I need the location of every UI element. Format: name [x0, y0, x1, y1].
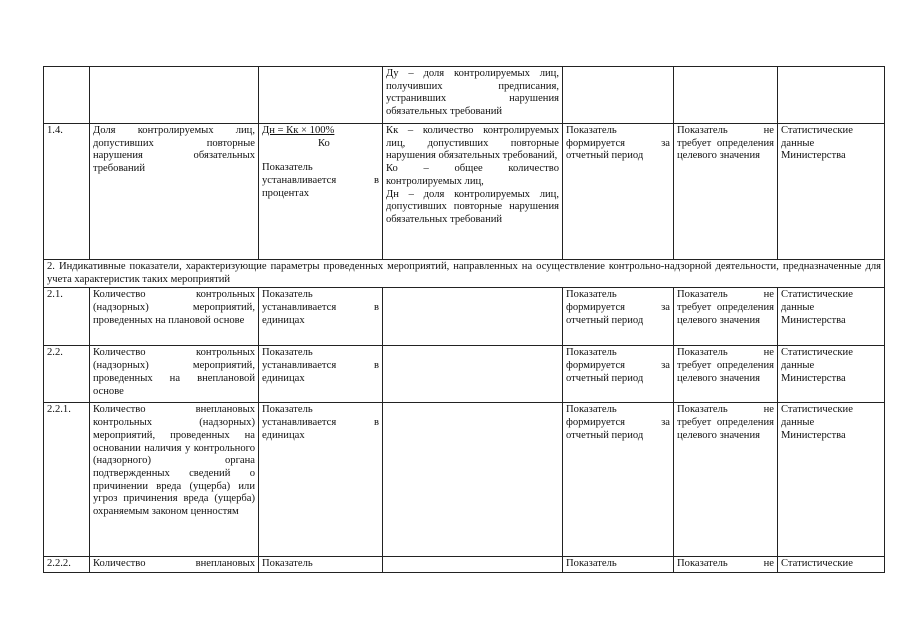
- cell-target: [674, 67, 778, 124]
- cell-num: 2.1.: [44, 288, 90, 346]
- table-row: [44, 403, 885, 557]
- cell-num: 2.2.: [44, 346, 90, 403]
- section-2-heading: 2. Индикативные показатели, характеризующие параметры проведенных мероприятий, направленных на осуществление контрольно-надзорной деятельности, предназначенные для учета характеристик таких мероприятий: [44, 260, 885, 288]
- cell-name: [90, 67, 259, 124]
- cell-num: 1.4.: [44, 124, 90, 260]
- table-row: [44, 346, 885, 403]
- cell-period: Показатель: [563, 557, 674, 573]
- cell-target: Показатель не требует определения целевого значения: [674, 403, 778, 557]
- cell-formula: Показатель устанавливается в единицах: [259, 346, 383, 403]
- table-row: [44, 67, 885, 124]
- cell-target: Показатель не требует определения целевого значения: [674, 288, 778, 346]
- cell-definition: [383, 346, 563, 403]
- cell-period: Показатель формируется за отчетный период: [563, 124, 674, 260]
- cell-definition: [383, 288, 563, 346]
- cell-definition: [383, 557, 563, 573]
- cell-target: Показатель не требует определения целевого значения: [674, 124, 778, 260]
- cell-source: Статистические: [778, 557, 885, 573]
- cell-formula: [259, 124, 383, 260]
- cell-period: Показатель формируется за отчетный период: [563, 403, 674, 557]
- cell-source: Статистические данные Министерства: [778, 403, 885, 557]
- table-row: [44, 124, 885, 260]
- cell-formula: [259, 67, 383, 124]
- cell-num: 2.2.2.: [44, 557, 90, 573]
- formula-denominator: Ко: [318, 137, 330, 149]
- cell-formula: Показатель: [259, 557, 383, 573]
- cell-num: [44, 67, 90, 124]
- cell-formula: Показатель устанавливается в единицах: [259, 403, 383, 557]
- cell-name: Доля контролируемых лиц, допустивших повторные нарушения обязательных требований: [90, 124, 259, 260]
- cell-formula: Показатель устанавливается в единицах: [259, 288, 383, 346]
- cell-name: Количество внеплановых контрольных (надзорных) мероприятий, проведенных на основании наличия у контрольного (надзорного) органа подтвержденных сведений о причинении вреда (ущерба) или угроз причинения вреда (ущерба) охраняемым законом ценностям: [90, 403, 259, 557]
- cell-source: Статистические данные Министерства: [778, 288, 885, 346]
- cell-name: Количество контрольных (надзорных) мероприятий, проведенных на внеплановой основе: [90, 346, 259, 403]
- formula-note: Показатель устанавливается в процентах: [262, 162, 379, 199]
- cell-target: Показатель не: [674, 557, 778, 573]
- table-row: [44, 557, 885, 573]
- cell-target: Показатель не требует определения целевого значения: [674, 346, 778, 403]
- indicators-table: [43, 66, 885, 573]
- cell-definition: Ду – доля контролируемых лиц, получивших предписания, устранивших нарушения обязательных требований: [383, 67, 563, 124]
- cell-source: Статистические данные Министерства: [778, 124, 885, 260]
- formula-main: Дн = Кк × 100%: [262, 125, 335, 136]
- cell-name: Количество контрольных (надзорных) мероприятий, проведенных на плановой основе: [90, 288, 259, 346]
- section-header-row: [44, 260, 885, 288]
- cell-definition: Кк – количество контролируемых лиц, допустивших повторные нарушения обязательных требований, Ко – общее количество контролируемых лиц, Дн – доля контролируемых лиц, допустивших повторные нарушения обязательных требований: [383, 124, 563, 260]
- cell-name: Количество внеплановых: [90, 557, 259, 573]
- cell-num: 2.2.1.: [44, 403, 90, 557]
- table-row: [44, 288, 885, 346]
- cell-period: Показатель формируется за отчетный период: [563, 288, 674, 346]
- cell-source: Статистические данные Министерства: [778, 346, 885, 403]
- cell-definition: [383, 403, 563, 557]
- cell-source: [778, 67, 885, 124]
- cell-period: [563, 67, 674, 124]
- cell-period: Показатель формируется за отчетный период: [563, 346, 674, 403]
